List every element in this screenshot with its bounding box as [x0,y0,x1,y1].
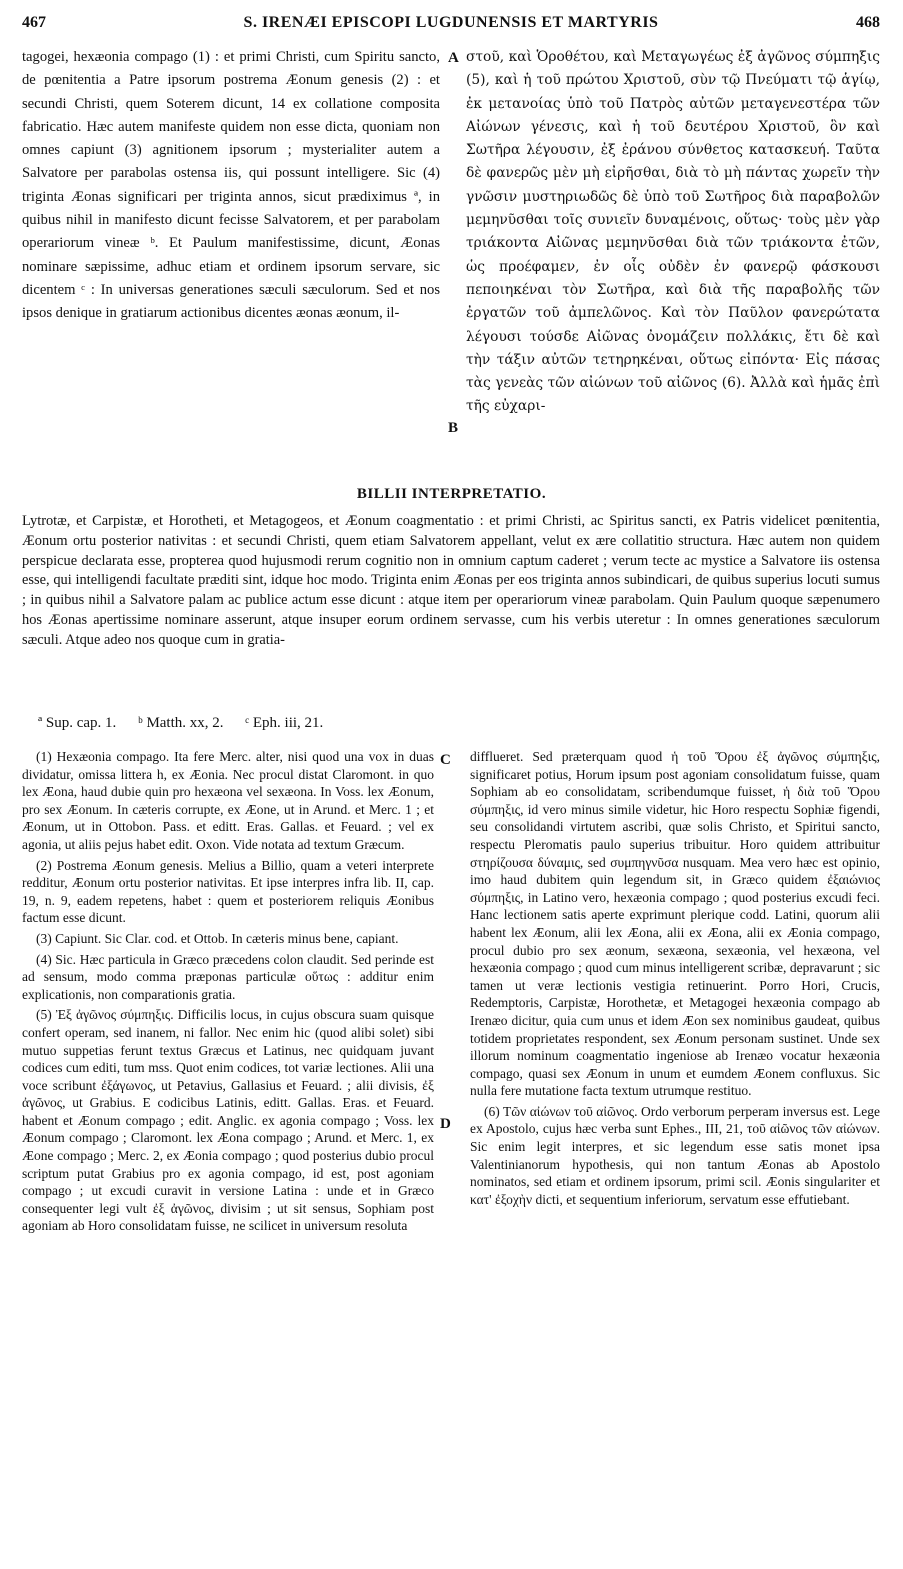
note-5: (5) Ἐξ ἀγῶνος σύμπηξις. Difficilis locus, in cujus obscura suam quisque confert operam, sed inanem, ni fallor. Nec enim hic (quod alibi solet) sibi mutuo suppetias ferunt textus Græcus et Latinus, nec quidquam juvant codices cum editi, tum mss. Quot enim codices, tot variæ lectiones. Alii una voce scribunt ἐξάγωνος, ut Petavius, Gallasius et Feuard. ; alii divisis, ἐξ ἀγῶνος, ut Grabius. E codicibus Latinis, editt. Gallas. Eras. et Feuard. habent et Æonum compago ; edit. Anglic. ex agonia compago ; Voss. lex Æonum compago ; Claromont. lex Æona compago ; Arund. et Merc. 1, ex Æone compago ; Merc. 2, ex Æonia compago ; quod posterius dubio procul scriptum putat Grabius pro ex agonia compago, id est, post agoniam compago ; ut excudi curavit in versione Latina : unde et in Græco consequenter legi vult ἐξ ἀγῶνος, divisim ; ut sit sensus, Sophiam post agoniam ab Horo consolidatam fuisse, ne scilicet in universum resoluta [22,1007,434,1234]
page-number-left: 467 [22,14,46,31]
reference-b: ᵇ Matth. xx, 2. [138,715,224,731]
page-number-right: 468 [856,14,880,31]
latin-paragraph: tagogei, hexæonia compago (1) : et primi Christi, cum Spiritu sancto, de pœnitentia a Patre ipsorum postrema Æonum genesis (2) : et secundi Christi, quem Soterem dicunt, 14 ex collatione composita fabricatio. Hæc autem manifeste quidem non esse dicta, quoniam non omnes capiunt (3) agnitionem ipsorum ; mysterialiter autem a Salvatore per parabolas ostensa iis, qui possunt intelligere. Sic (4) triginta Æonas significari per triginta annos, sicut prædiximus ª, in quibus nihil in manifesto dicunt fecisse Salvatorem, et per parabolam operariorum vineæ ᵇ. Et Paulum manifestissime, dicunt, Æonas nominare sæpissime, adhuc etiam et ordinem ipsorum servare, sic dicentem ᶜ : In universas generationes sæculi sæculorum. Sed et nos ipsos denique in gratiarum actionibus dicentes æonas æonum, il- [22,49,440,322]
reference-c: ᶜ Eph. iii, 21. [245,715,324,731]
latin-text-column [22,46,440,326]
greek-text-column [466,46,880,419]
scripture-references [38,715,341,732]
note-5-continued: difflueret. Sed præterquam quod ἡ τοῦ Ὅρου ἐξ ἀγῶνος σύμπηξις, significaret potius, Horum ipsum post agoniam consolidatum fuisse, quam Sophiam ab eo consolidatam, scribendumque fuisset, ἡ διὰ τοῦ Ὅρου σύμπηξις, id vero minus simile videtur, hic Horo respectu Sophiæ figendi, seu consolidandi virtutem ascribi, quæ solis Christo, et Spiritui sancto, respectu Pleromatis paulo superius tribuitur. Horo quidem attribuitur στηρίζουσα δύναμις, sed συμπηγνῦσα nusquam. Mea vero hæc est opinio, imo haud dubitem quin legendum sit, in Græco quidem ἐξαιώνιος σύμπηξις, in Latino vero, hexæonia compago ; quod posterius excudi feci. Hanc lectionem satis aperte exprimunt plerique codd. Latini, quorum alii habent lex Æonum, alii lex Æona, alii ex Æona, alii ex Æonia compago, procul dubio pro sex æonum, sexæona, sexæonia, vel hexæona, vel hexæonia compago ; quod cum minus intelligerent scribæ, depravarunt ; sic tamen ut veræ lectionis vestigia retinuerint. Porro Hori, Crucis, Redemptoris, Carpistæ, Horothetæ, et Metagogei hexæonia compago ab Irenæo dicitur, quia cum unus et idem Æon sex nominibus gaudeat, quibus totidem proprietates respondent, sex Æonum personam sustinet. Unde sex illorum nominum coagmentatio ingeniose ab Irenæo vocatur hexæonia compago, quasi sex Æonum in unum et eumdem Æonem confluxus. Sic nulla fere mutatione facta textum utrumque restituo. [470,749,880,1099]
notes-right-column [470,748,880,1211]
notes-left-column [22,748,434,1238]
margin-letter-c: C [440,752,451,768]
note-3: (3) Capiunt. Sic Clar. cod. et Ottob. In cæteris minus bene, capiant. [36,930,399,946]
interpretation-block [22,512,880,651]
interpretation-heading: BILLII INTERPRETATIO. [356,486,547,502]
greek-paragraph: στοῦ, καὶ Ὁροθέτου, καὶ Μεταγωγέως ἐξ ἀγῶνος σύμπηξις (5), καὶ ἡ τοῦ πρώτου Χριστοῦ, σὺν τῷ Πνεύματι τῷ ἁγίῳ, ἐκ μετανοίας ὑπὸ τοῦ Πατρὸς αὐτῶν μεταγενεστέρα τῶν Αἰώνων γένεσις, καὶ ἡ τοῦ δευτέρου Χριστοῦ, ὃν καὶ Σωτῆρα λέγουσιν, ἐξ ἐράνου σύνθετος κατασκευή. Ταῦτα δὲ φανερῶς μὲν μὴ εἰρῆσθαι, διὰ τὸ μὴ πάντας χωρεῖν τὴν γνῶσιν μυστηριωδῶς δὲ ὑπὸ τοῦ Σωτῆρος διὰ παραβολῶν μεμηνῦσθαι τοῖς συνιεῖν δυναμένοις, οὕτως· τοὺς μὲν γὰρ τριάκοντα Αἰῶνας μεμηνῦσθαι διὰ τῶν τριάκοντα ἐτῶν, ὡς προέφαμεν, ἐν οἷς οὐδὲν ἐν φανερῷ φάσκουσι πεποιηκέναι τὸν Σωτῆρα, καὶ διὰ τῆς παραβολῆς τῶν ἐργατῶν τοῦ ἀμπελῶνος. Καὶ τὸν Παῦλον φανερώτατα λέγουσι τούσδε Αἰῶνας ὀνομάζειν πολλάκις, ἔτι δὲ καὶ τὴν τάξιν αὐτῶν τετηρηκέναι, οὕτως εἰπόντα· Εἰς πάσας τὰς γενεὰς τῶν αἰώνων τοῦ αἰῶνος (6). Ἀλλὰ καὶ ἡμᾶς ἐπὶ τῆς εὐχαρι- [466,49,880,415]
running-title: S. IRENÆI EPISCOPI LUGDUNENSIS ET MARTYRIS [243,14,659,31]
interpretation-paragraph: Lytrotæ, et Carpistæ, et Horotheti, et Metagogeos, et Æonum coagmentatio : et primi Christi, ac Spiritus sancti, ex Patris videlicet pœnitentia, Æonum ortu posterior nativitas : et secundi Christi, quem etiam Salvatorem appellant, velut ex ære collatitio structura. Hæc autem non quidem perspicue declarata esse, propterea quod hujusmodi rerum cognitio non in omnium captum caderet ; verum tecte ac mystice a Salvatore iis ostensa esse, qui intelligendi facultate præditi sint, idque hoc modo. Triginta enim Æonas per eos triginta annos subindicari, de quibus superius locuti sumus ; in quibus nihil a Salvatore palam ac publice actum esse dicunt : atque item per operariorum vineæ parabolam. Quin Paulum quoque sæpenumero hos Æonas apertissime nominare asserunt, atque insuper eorum ordinem servasse, cum his verbis uteretur : In omnes generationes sæculorum sæculi. Atque adeo nos quoque cum in gratia- [22,513,880,648]
margin-letter-b: B [448,420,459,436]
running-header [22,14,880,38]
reference-a: ª Sup. cap. 1. [38,715,117,731]
note-6: (6) Τῶν αἰώνων τοῦ αἰῶνος. Ordo verborum perperam inversus est. Lege ex Apostolo, cujus hæc verba sunt Ephes., III, 21, τοῦ αἰῶνος τῶν αἰώνων. Sic enim legit interpres, et sic legendum esse satis monet ipsa Valentinianorum hypothesis, qui non tantum Æonas ab Apostolo nominatos, sed etiam et ordinem ipsorum, primi scil. Æonis singulariter et κατ' ἐξοχὴν dicti, et sequentium inferiorum, servatum esse effutiebant. [470,1103,880,1207]
note-4: (4) Sic. Hæc particula in Græco præcedens colon claudit. Sed perinde est ad sensum, modo comma præponas particulæ οὕτως : additur enim explicationis, non comparationis gratia. [22,951,434,1002]
margin-letter-a: A [448,50,459,66]
note-1: (1) Hexæonia compago. Ita fere Merc. alter, nisi quod una vox in duas dividatur, omissa littera h, ex Æonia. Nec procul distat Claromont. in quo lex Æona, haud dubie quin pro hexæona vel sexæona. In Voss. lex Æonum, pro sex Æonum. In cæteris corrupte, ex Æone, ut in Arund. et Merc. 1 ; et Æonum, ut in Ottobon. Pass. et editt. Eras. Gallas. et Feuard. ; vel ex agonia, ut aliis pejus habet edit. Oxon. Vide notata ad textum Græcum. [22,749,434,852]
margin-letter-d: D [440,1116,451,1132]
note-2: (2) Postrema Æonum genesis. Melius a Billio, quam a veteri interprete redditur, Æonum ortu posterior nativitas. Et ipse interpres infra lib. II, cap. 19, n. 9, eadem repetens, habet : quem et posteriorem reliquis Æonibus factum esse dicunt. [22,857,434,926]
